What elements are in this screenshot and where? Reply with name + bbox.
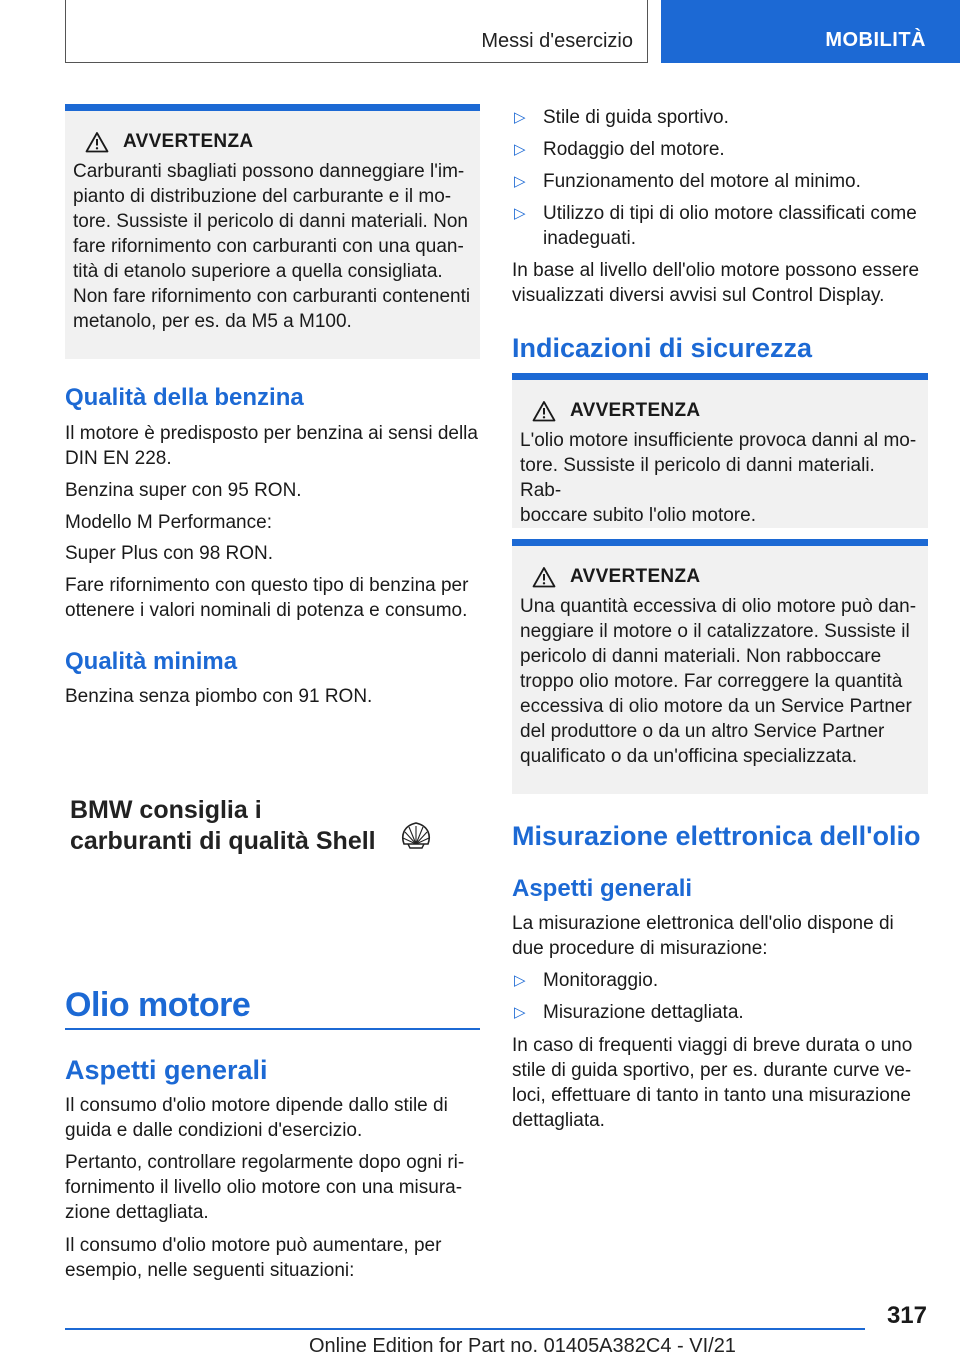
text-line: visualizzati diversi avvisi sul Control Display. <box>512 285 885 306</box>
list-item <box>512 201 928 251</box>
text-line: Stile di guida sportivo. <box>543 107 729 128</box>
warning-title: AVVERTENZA <box>123 131 254 152</box>
warning-line: neggiare il motore o il catalizzatore. Sussiste il <box>520 621 910 642</box>
text-line: fornimento il livello olio motore con una misura- <box>65 1177 463 1198</box>
text-line: Funzionamento del motore al minimo. <box>543 171 861 192</box>
list-item <box>512 137 928 162</box>
list-item <box>512 968 928 993</box>
warning-title: AVVERTENZA <box>570 400 701 421</box>
heading-misurazione: Misurazione elettronica dell'olio <box>512 821 921 851</box>
text-line: Fare rifornimento con questo tipo di benzina per <box>65 575 469 596</box>
warning-box-fuel <box>65 104 480 359</box>
header-section-title: Messi d'esercizio <box>481 30 633 52</box>
warning-line: Non fare rifornimento con carburanti contenenti <box>73 286 471 307</box>
text-line: inadeguati. <box>543 228 636 249</box>
heading-sicurezza: Indicazioni di sicurezza <box>512 333 813 363</box>
shell-line: carburanti di qualità Shell <box>70 827 376 855</box>
paragraph: Benzina senza piombo con 91 RON. <box>65 686 373 707</box>
warning-line: tità di etanolo superiore a quella consigliata. <box>73 261 443 282</box>
text-line: Monitoraggio. <box>543 970 659 991</box>
paragraph <box>65 1233 480 1283</box>
header-section-tab <box>65 0 648 63</box>
paragraph <box>65 1150 480 1225</box>
heading-benzina: Qualità della benzina <box>65 384 304 411</box>
paragraph <box>512 1033 928 1133</box>
list-item <box>512 1000 928 1025</box>
paragraph: Benzina super con 95 RON. <box>65 480 302 501</box>
warning-icon <box>532 566 556 588</box>
shell-logo-icon <box>399 820 433 850</box>
warning-text <box>520 594 920 769</box>
list-item <box>512 105 928 130</box>
triangle-bullet-icon: ▷ <box>514 173 526 190</box>
text-line: Pertanto, controllare regolarmente dopo ogni ri- <box>65 1152 465 1173</box>
triangle-bullet-icon: ▷ <box>514 205 526 222</box>
text-line: La misurazione elettronica dell'olio dispone di <box>512 913 894 934</box>
warning-text <box>73 159 472 334</box>
warning-line: L'olio motore insufficiente provoca danni al mo- <box>520 430 917 451</box>
warning-line: qualificato o da un'officina specializzata. <box>520 746 858 767</box>
text-line: guida e dalle condizioni d'esercizio. <box>65 1120 363 1141</box>
paragraph: Super Plus con 98 RON. <box>65 543 274 564</box>
warning-text <box>520 428 920 528</box>
header-chapter-tab <box>661 0 960 63</box>
text-line: Utilizzo di tipi di olio motore classificati come <box>543 203 917 224</box>
heading-underline <box>65 1028 480 1030</box>
heading-aspetti-generali-right: Aspetti generali <box>512 875 693 902</box>
text-line: zione dettagliata. <box>65 1202 209 1223</box>
paragraph <box>65 573 480 623</box>
text-line: Rodaggio del motore. <box>543 139 725 160</box>
text-line: esempio, nelle seguenti situazioni: <box>65 1260 355 1281</box>
paragraph: Modello M Performance: <box>65 512 272 533</box>
heading-minima: Qualità minima <box>65 648 238 675</box>
warning-line: Carburanti sbagliati possono danneggiare l'im- <box>73 161 465 182</box>
warning-icon <box>532 400 556 422</box>
paragraph <box>65 421 480 471</box>
warning-title: AVVERTENZA <box>570 566 701 587</box>
shell-recommendation <box>70 795 376 857</box>
text-line: Il consumo d'olio motore dipende dallo stile di <box>65 1095 448 1116</box>
bullet-list <box>512 968 928 1025</box>
text-line: due procedure di misurazione: <box>512 938 768 959</box>
warning-line: eccessiva di olio motore da un Service Partner <box>520 696 912 717</box>
heading-aspetti-generali: Aspetti generali <box>65 1055 268 1085</box>
paragraph <box>512 258 928 308</box>
text-line: Il motore è predisposto per benzina ai sensi della <box>65 423 478 444</box>
text-line: In base al livello dell'olio motore possono essere <box>512 260 920 281</box>
triangle-bullet-icon: ▷ <box>514 972 526 989</box>
warning-line: Una quantità eccessiva di olio motore può dan- <box>520 596 917 617</box>
warning-line: pianto di distribuzione del carburante e il mo- <box>73 186 452 207</box>
warning-line: fare rifornimento con carburanti con una quan- <box>73 236 464 257</box>
triangle-bullet-icon: ▷ <box>514 109 526 126</box>
heading-olio-motore: Olio motore <box>65 986 251 1024</box>
bullet-list <box>512 105 928 251</box>
warning-line: tore. Sussiste il pericolo di danni materiali. Non <box>73 211 468 232</box>
text-line: stile di guida sportivo, per es. durante curve ve- <box>512 1060 912 1081</box>
warning-line: boccare subito l'olio motore. <box>520 505 756 526</box>
warning-line: tore. Sussiste il pericolo di danni materiali. Rab- <box>520 455 875 501</box>
shell-line: BMW consiglia i <box>70 796 262 824</box>
page-number: 317 <box>886 1302 927 1329</box>
text-line: Il consumo d'olio motore può aumentare, per <box>65 1235 442 1256</box>
edition-note: Online Edition for Part no. 01405A382C4 - VI/21 <box>309 1335 736 1357</box>
list-item <box>512 169 928 194</box>
text-line: Misurazione dettagliata. <box>543 1002 744 1023</box>
text-line: loci, effettuare di tanto in tanto una misurazione <box>512 1085 911 1106</box>
warning-icon <box>85 131 109 153</box>
text-line: dettagliata. <box>512 1110 605 1131</box>
warning-line: metanolo, per es. da M5 a M100. <box>73 311 352 332</box>
triangle-bullet-icon: ▷ <box>514 141 526 158</box>
text-line: DIN EN 228. <box>65 448 172 469</box>
warning-box-oil-low <box>512 373 928 528</box>
footer-divider <box>65 1328 865 1330</box>
triangle-bullet-icon: ▷ <box>514 1004 526 1021</box>
text-line: In caso di frequenti viaggi di breve durata o uno <box>512 1035 913 1056</box>
warning-line: pericolo di danni materiali. Non rabboccare <box>520 646 882 667</box>
warning-line: del produttore o da un altro Service Partner <box>520 721 885 742</box>
paragraph <box>512 911 928 961</box>
header-chapter-title: MOBILITÀ <box>825 29 926 51</box>
text-line: ottenere i valori nominali di potenza e consumo. <box>65 600 468 621</box>
paragraph <box>65 1093 480 1143</box>
warning-box-oil-excess <box>512 539 928 794</box>
warning-line: troppo olio motore. Far correggere la quantità <box>520 671 903 692</box>
